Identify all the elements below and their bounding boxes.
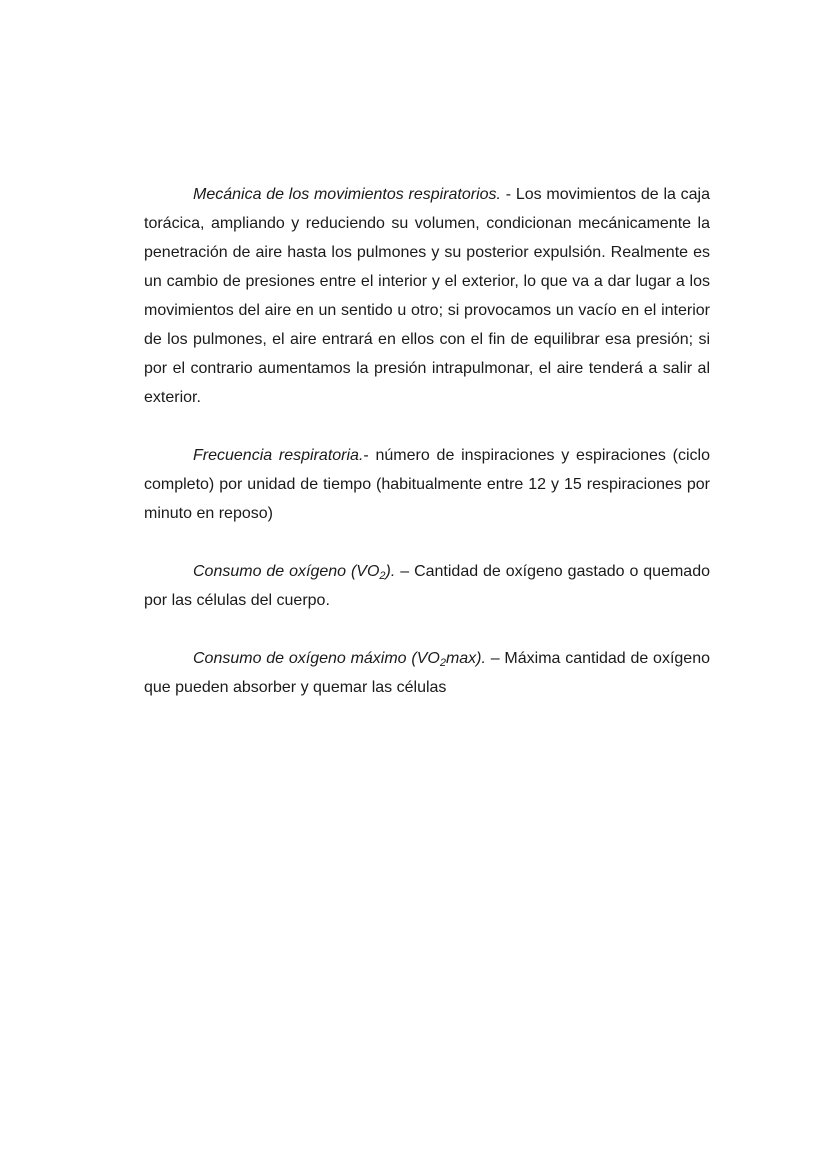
definition-consumo-maximo: – Máxima cantidad de oxígeno que pueden absorber y quemar las células [144,650,710,696]
paragraph-consumo-maximo [144,644,710,702]
definition-mecanica: - Los movimientos de la caja torácica, ampliando y reduciendo su volumen, condicionan mecánicamente la penetración de aire hasta los pulmones y su posterior expulsión. Realmente es un cambio de presiones entre el interior y el exterior, lo que va a dar lugar a los movimientos del aire en un sentido u otro; si provocamos un vacío en el interior de los pulmones, el aire entrará en ellos con el fin de equilibrar esa presión; si por el contrario aumentamos la presión intrapulmonar, el aire tenderá a salir al exterior. [144,186,711,406]
term-consumo-oxigeno-a: Consumo de oxígeno (VO [193,563,380,580]
paragraph-consumo-oxigeno [144,557,710,615]
term-frecuencia: Frecuencia respiratoria. [193,447,364,464]
paragraph-mecanica [144,180,710,412]
paragraph-frecuencia [144,441,710,528]
document-body [144,180,710,731]
term-consumo-oxigeno-b: ). [385,563,396,580]
term-consumo-oxigeno [193,563,395,580]
term-consumo-maximo-a: Consumo de oxígeno máximo (VO [193,650,440,667]
term-consumo-maximo-subscript: 2 [439,657,446,669]
definition-consumo-oxigeno: – Cantidad de oxígeno gastado o quemado por las células del cuerpo. [144,563,710,609]
term-consumo-maximo [193,650,486,667]
term-mecanica: Mecánica de los movimientos respiratorios. [193,186,501,203]
term-consumo-maximo-b: max). [445,650,486,667]
term-consumo-oxigeno-subscript: 2 [379,570,386,582]
definition-frecuencia: - número de inspiraciones y espiraciones (ciclo completo) por unidad de tiempo (habitualmente entre 12 y 15 respiraciones por minuto en reposo) [144,447,710,522]
